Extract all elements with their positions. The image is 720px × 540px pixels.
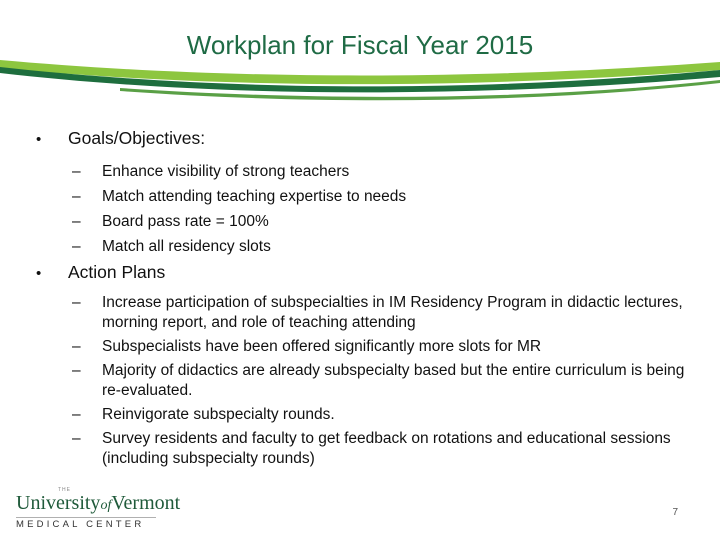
plan-item <box>72 405 696 425</box>
dash-icon: – <box>72 338 81 355</box>
bullet-icon: • <box>36 131 42 148</box>
plans-heading: Action Plans <box>68 262 166 282</box>
plans-bullet <box>36 261 696 285</box>
goal-item <box>72 159 696 184</box>
plan-item <box>72 293 696 333</box>
goal-item <box>72 209 696 234</box>
goal-text: Enhance visibility of strong teachers <box>102 163 350 180</box>
plan-text: Increase participation of subspecialties in IM Residency Program in didactic lectures, morning report, and role of teaching attending <box>102 294 683 331</box>
plan-text: Subspecialists have been offered significantly more slots for MR <box>102 338 542 355</box>
page-number: 7 <box>672 507 678 518</box>
logo-name-suffix: Vermont <box>111 492 181 514</box>
uvm-medical-center-logo <box>16 487 180 531</box>
goal-text: Board pass rate = 100% <box>102 213 269 230</box>
plan-item <box>72 429 696 469</box>
logo-tagline: THE <box>58 487 71 493</box>
goal-item <box>72 234 696 259</box>
dash-icon: – <box>72 163 81 180</box>
dash-icon: – <box>72 406 81 423</box>
logo-divider <box>16 517 156 518</box>
goal-text: Match all residency slots <box>102 238 271 255</box>
dash-icon: – <box>72 213 81 230</box>
plan-text: Survey residents and faculty to get feedback on rotations and educational sessions (including subspecialty rounds) <box>102 430 671 467</box>
dash-icon: – <box>72 362 81 379</box>
goal-text: Match attending teaching expertise to needs <box>102 188 407 205</box>
logo-subtitle: MEDICAL CENTER <box>16 519 145 530</box>
dash-icon: – <box>72 238 81 255</box>
logo-name-of: of <box>100 498 112 513</box>
decorative-swoosh <box>0 58 720 108</box>
slide-body <box>36 127 696 473</box>
dash-icon: – <box>72 294 81 311</box>
goals-list <box>36 159 696 259</box>
plan-item <box>72 337 696 357</box>
plan-text: Reinvigorate subspecialty rounds. <box>102 406 335 423</box>
logo-name-prefix: University <box>16 492 101 514</box>
bullet-icon: • <box>36 265 42 282</box>
goals-heading: Goals/Objectives: <box>68 128 206 148</box>
dash-icon: – <box>72 188 81 205</box>
plan-text: Majority of didactics are already subspecialty based but the entire curriculum is being re-evaluated. <box>102 362 685 399</box>
plan-item <box>72 361 696 401</box>
slide-title: Workplan for Fiscal Year 2015 <box>186 30 534 60</box>
dash-icon: – <box>72 430 81 447</box>
goal-item <box>72 184 696 209</box>
logo-wordmark <box>16 493 180 516</box>
plans-list <box>36 293 696 469</box>
goals-bullet <box>36 127 696 151</box>
